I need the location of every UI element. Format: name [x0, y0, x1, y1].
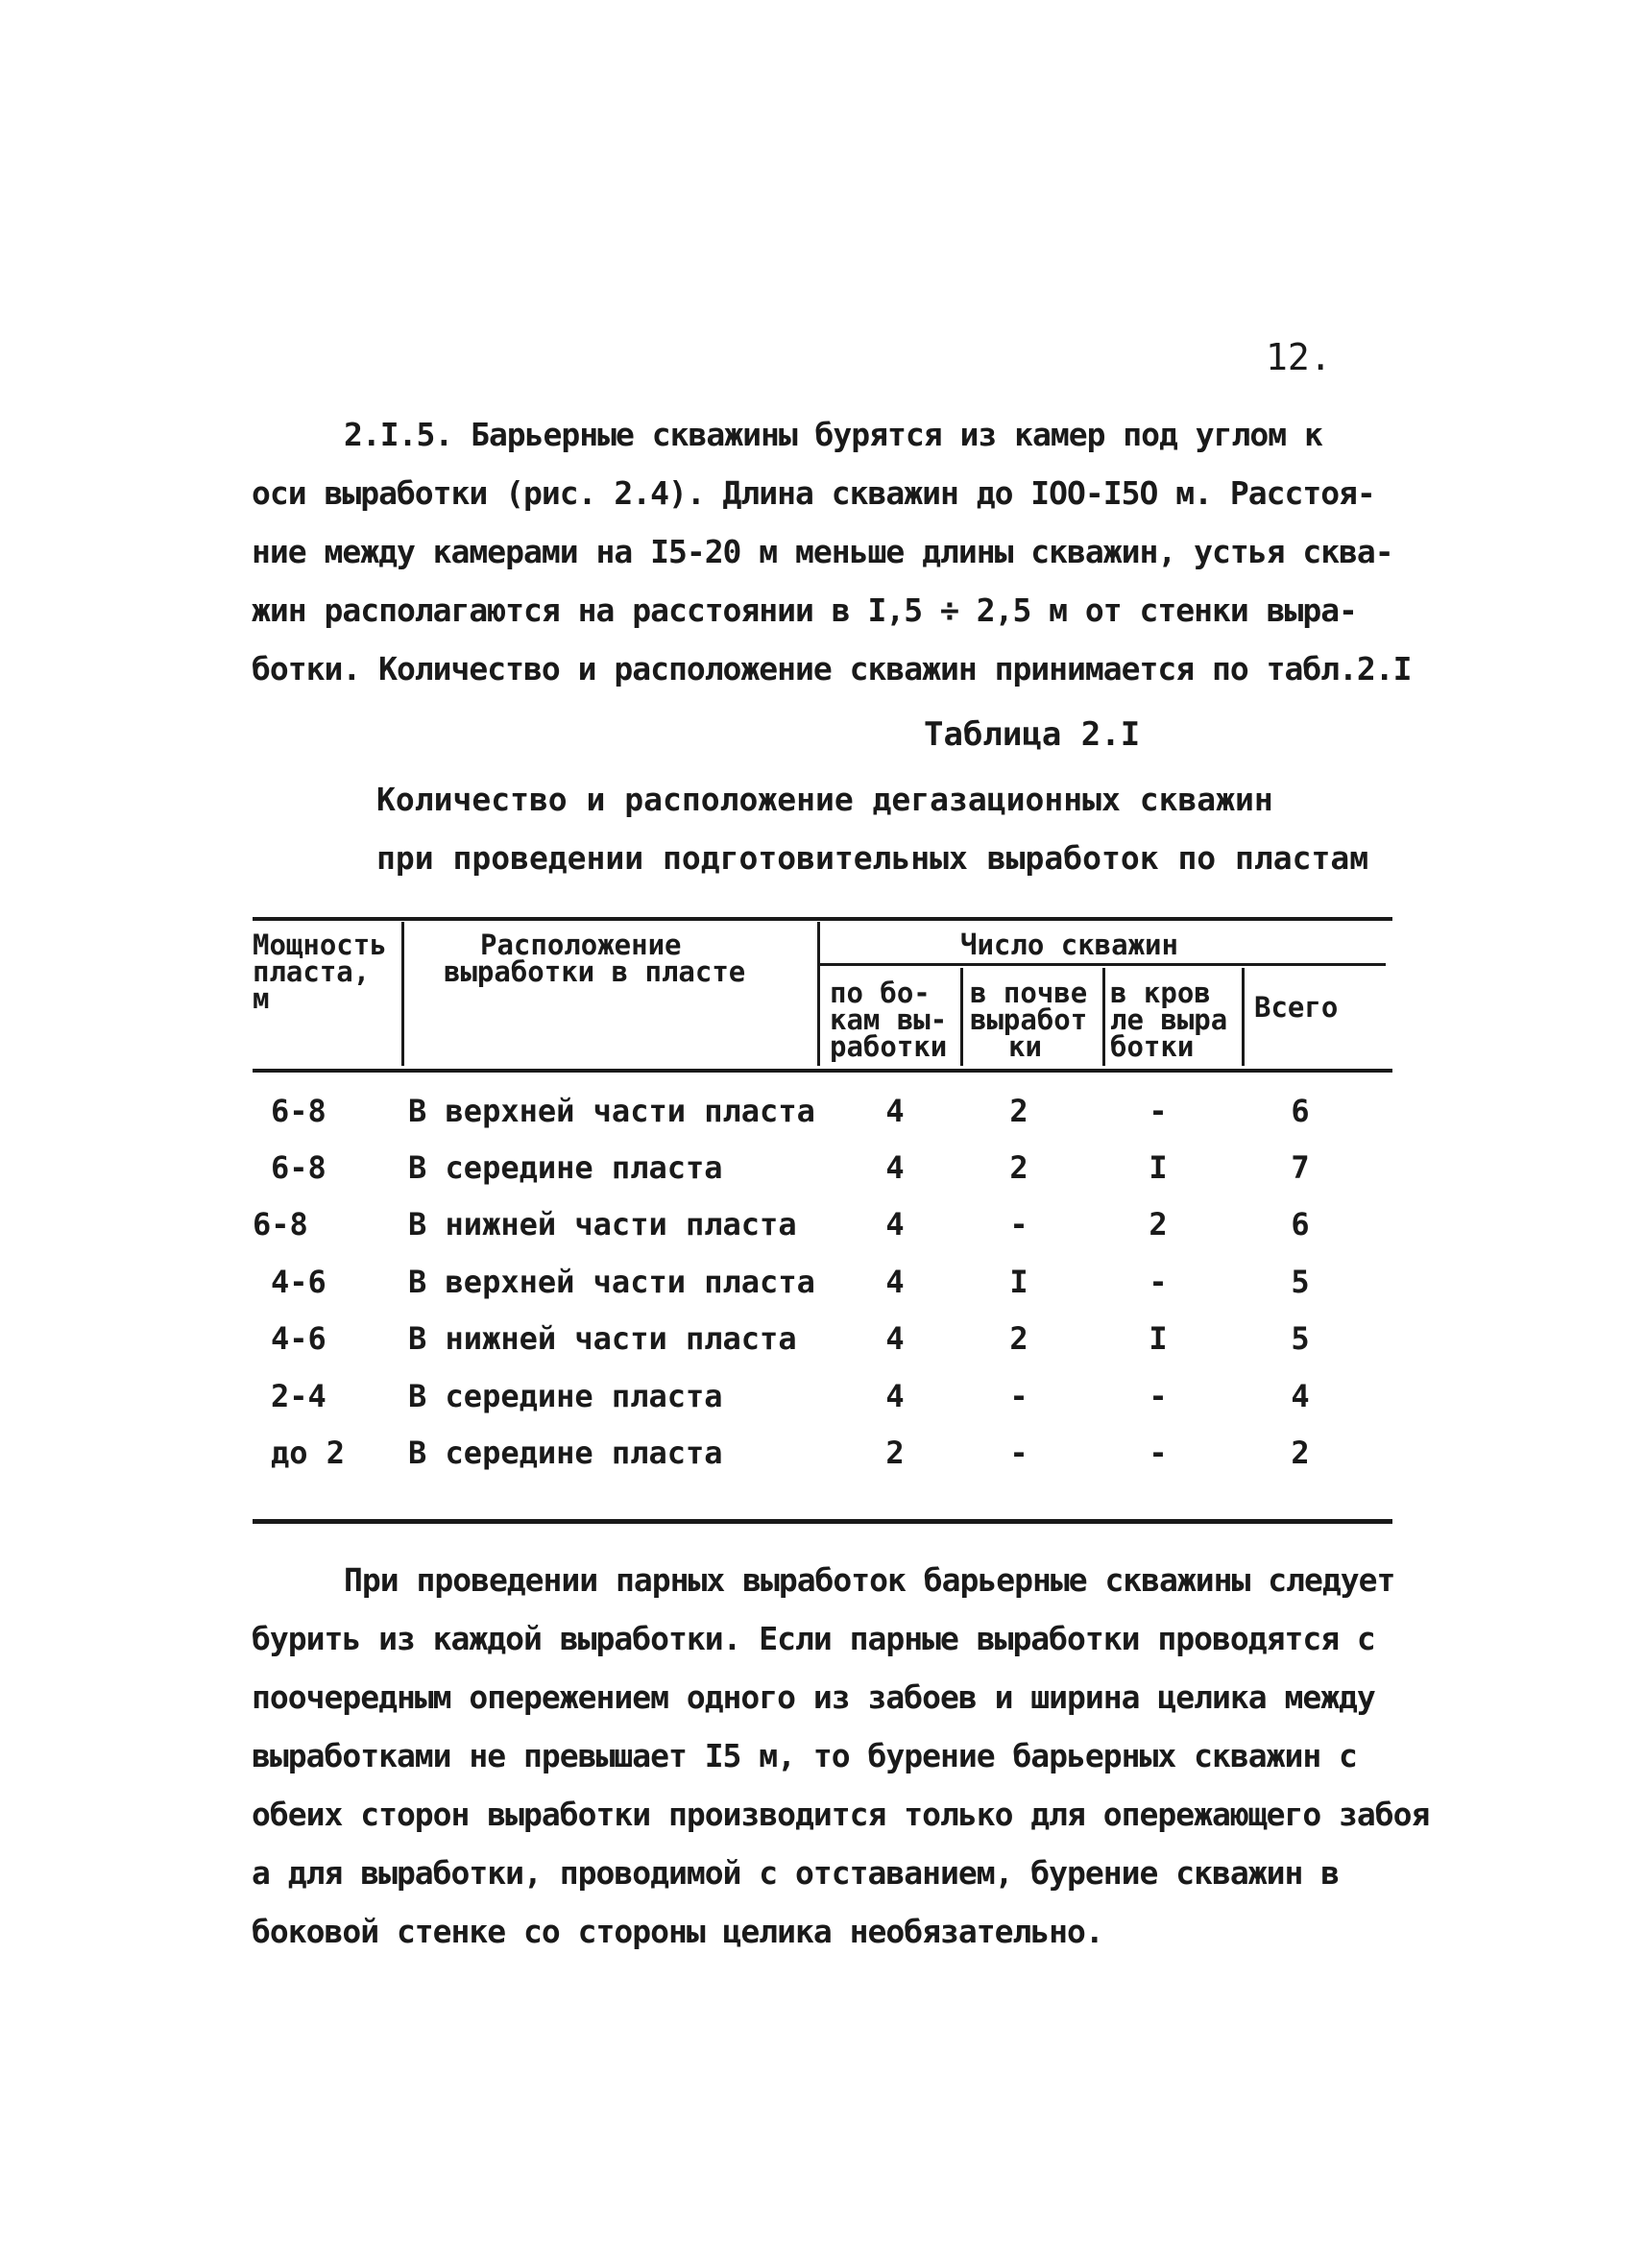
cell-location: В нижней части пласта — [408, 1320, 797, 1357]
cell-thickness: 6-8 — [271, 1093, 327, 1129]
cell-floor: I — [1009, 1264, 1028, 1300]
paragraph-line: поочередным опережением одного из забоев и ширина целика между — [252, 1678, 1375, 1716]
cell-sides: 2 — [885, 1435, 905, 1471]
header-floor — [970, 977, 1088, 1063]
header-text: Расположение — [480, 929, 682, 961]
paragraph-line: а для выработки, проводимой с отставанием, бурение скважин в — [252, 1854, 1340, 1892]
cell-location: В верхней части пласта — [408, 1093, 815, 1129]
closing-paragraph — [252, 1551, 1430, 1961]
paragraph-line: ние между камерами на I5-20 м меньше длины скважин, устья сква- — [252, 533, 1393, 570]
cell-sides: 4 — [885, 1264, 905, 1300]
header-bottom-rule — [253, 1069, 1392, 1073]
cell-roof: - — [1149, 1264, 1168, 1300]
header-text: выработ — [970, 1003, 1088, 1036]
cell-roof: - — [1149, 1378, 1168, 1414]
header-text: Мощность — [253, 929, 387, 961]
cell-sides: 4 — [885, 1320, 905, 1357]
cell-thickness: 6-8 — [271, 1149, 327, 1186]
cell-roof: 2 — [1149, 1206, 1168, 1243]
cell-floor: 2 — [1009, 1320, 1028, 1357]
header-text: ботки — [1110, 1030, 1195, 1063]
cell-thickness: 2-4 — [271, 1378, 327, 1414]
header-location — [444, 929, 746, 988]
cell-roof: - — [1149, 1435, 1168, 1471]
cell-thickness: 4-6 — [271, 1264, 327, 1300]
cell-sides: 4 — [885, 1149, 905, 1186]
header-text: в кров — [1110, 977, 1211, 1009]
header-text: пласта, — [253, 955, 371, 988]
paragraph-line: оси выработки (рис. 2.4). Длина скважин до IOO-I5O м. Расстоя- — [252, 474, 1375, 512]
cell-location: В середине пласта — [408, 1378, 723, 1414]
cell-total: 2 — [1291, 1435, 1310, 1471]
cell-total: 7 — [1291, 1149, 1310, 1186]
table-top-rule — [253, 917, 1392, 921]
cell-sides: 4 — [885, 1378, 905, 1414]
header-text: работки — [830, 1030, 948, 1063]
cell-floor: - — [1009, 1378, 1028, 1414]
paragraph-line: жин располагаются на расстоянии в I,5 ÷ 2,5 м от стенки выра- — [252, 591, 1357, 629]
paragraph-line: ботки. Количество и расположение скважин принимается по табл.2.I — [252, 650, 1412, 688]
header-group: Число скважин — [960, 929, 1178, 961]
cell-total: 5 — [1291, 1264, 1310, 1300]
cell-location: В середине пласта — [408, 1435, 723, 1471]
cell-thickness: 6-8 — [253, 1206, 308, 1243]
cell-roof: I — [1149, 1149, 1168, 1186]
header-roof — [1110, 977, 1228, 1063]
header-text: кам вы- — [830, 1003, 948, 1036]
cell-floor: - — [1009, 1435, 1028, 1471]
header-text: по бо- — [830, 977, 931, 1009]
table-title-line: при проведении подготовительных выработок по пластам — [376, 839, 1369, 877]
table-label: Таблица 2.I — [924, 715, 1141, 754]
paragraph-line: выработками не превышает I5 м, то бурение барьерных скважин с — [252, 1737, 1357, 1774]
header-text: ки — [1008, 1030, 1042, 1063]
paragraph-line: 2.I.5. Барьерные скважины бурятся из камер под углом к — [344, 416, 1322, 453]
header-separator — [1102, 968, 1105, 1066]
page-number: 12. — [1266, 336, 1332, 378]
paragraph-line: боковой стенке со стороны целика необязательно. — [252, 1913, 1103, 1950]
paragraph-line: обеих сторон выработки производится только для опережающего забоя — [252, 1796, 1430, 1833]
header-separator — [817, 922, 820, 1066]
header-separator — [960, 968, 963, 1066]
cell-total: 5 — [1291, 1320, 1310, 1357]
cell-location: В нижней части пласта — [408, 1206, 797, 1243]
cell-floor: 2 — [1009, 1093, 1028, 1129]
cell-floor: 2 — [1009, 1149, 1028, 1186]
cell-location: В верхней части пласта — [408, 1264, 815, 1300]
cell-total: 6 — [1291, 1206, 1310, 1243]
cell-location: В середине пласта — [408, 1149, 723, 1186]
header-text: в почве — [970, 977, 1088, 1009]
paragraph-line: При проведении парных выработок барьерные скважины следует — [344, 1561, 1395, 1599]
header-separator — [1242, 968, 1245, 1066]
header-thickness — [253, 929, 387, 1015]
table-bottom-rule — [253, 1519, 1392, 1524]
cell-roof: I — [1149, 1320, 1168, 1357]
header-text: ле выра — [1110, 1003, 1228, 1036]
cell-floor: - — [1009, 1206, 1028, 1243]
header-separator — [401, 922, 404, 1066]
group-header-rule — [819, 963, 1386, 966]
header-sides — [830, 977, 948, 1063]
intro-paragraph — [252, 405, 1412, 698]
cell-thickness: до 2 — [271, 1435, 346, 1471]
table-title-line: Количество и расположение дегазационных скважин — [376, 781, 1273, 818]
header-text: м — [253, 982, 270, 1015]
cell-total: 6 — [1291, 1093, 1310, 1129]
cell-sides: 4 — [885, 1206, 905, 1243]
cell-total: 4 — [1291, 1378, 1310, 1414]
cell-roof: - — [1149, 1093, 1168, 1129]
cell-thickness: 4-6 — [271, 1320, 327, 1357]
header-total: Всего — [1254, 991, 1339, 1024]
cell-sides: 4 — [885, 1093, 905, 1129]
header-text: выработки в пласте — [444, 955, 746, 988]
table-title — [376, 770, 1368, 887]
paragraph-line: бурить из каждой выработки. Если парные выработки проводятся с — [252, 1620, 1375, 1657]
